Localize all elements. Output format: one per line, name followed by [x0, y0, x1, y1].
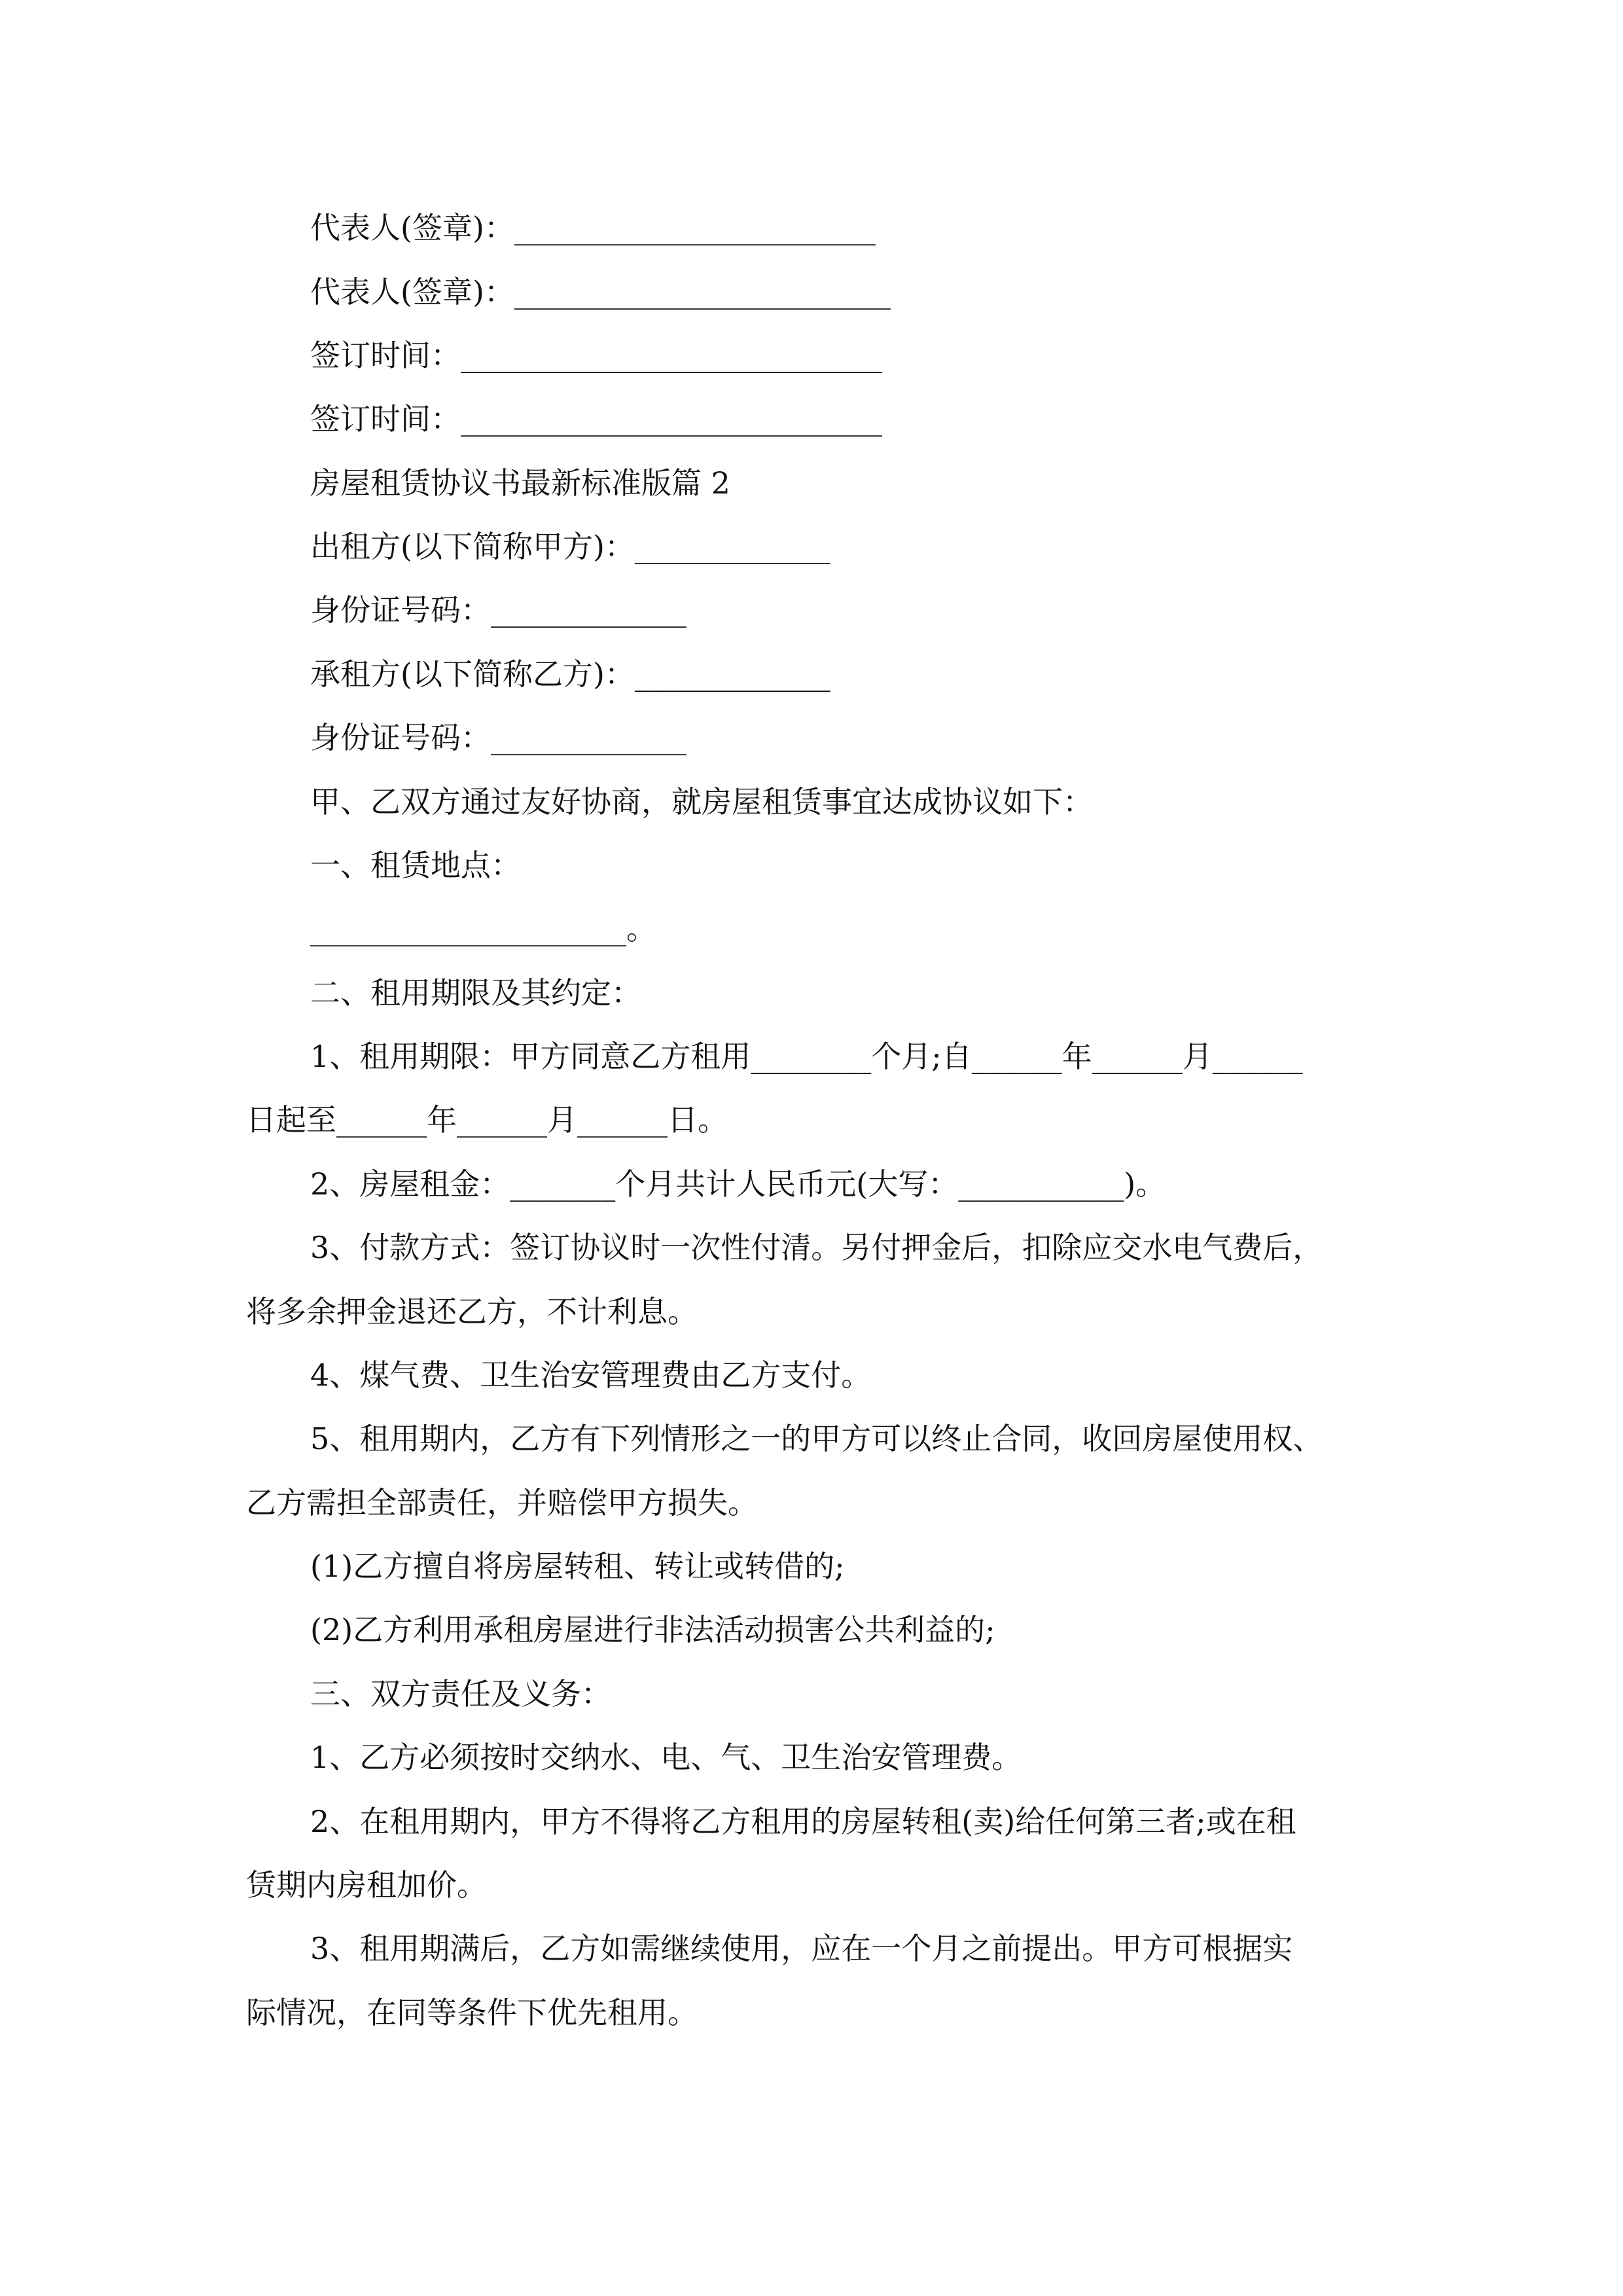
paragraph-line: 际情况，在同等条件下优先租用。: [246, 1995, 698, 2030]
paragraph-line: 赁期内房租加价。: [246, 1867, 487, 1903]
agreement-intro: 甲、乙双方通过友好协商，就房屋租赁事宜达成协议如下：: [310, 784, 1093, 819]
lessor-field: 出租方(以下简称甲方)：_____________: [310, 529, 830, 564]
paragraph-line: 2、房屋租金：_______个月共计人民币元(大写：___________)。: [310, 1166, 1166, 1202]
sign-date-line-2: 签订时间：____________________________: [310, 401, 882, 437]
clause-heading-1: 一、租赁地点：: [310, 848, 521, 883]
sign-date-line-1: 签订时间：____________________________: [310, 338, 882, 373]
paragraph-line: 1、乙方必须按时交纳水、电、气、卫生治安管理费。: [310, 1740, 1022, 1775]
location-blank: _____________________。: [310, 911, 656, 946]
signature-line-rep-2: 代表人(签章)：_________________________: [310, 274, 891, 310]
section-title: 房屋租赁协议书最新标准版篇 2: [310, 465, 730, 501]
signature-line-rep-1: 代表人(签章)：________________________: [310, 210, 876, 245]
paragraph-line: 日起至______年______月______日。: [246, 1102, 728, 1138]
paragraph-line: 5、租用期内，乙方有下列情形之一的甲方可以终止合同，收回房屋使用权、: [310, 1421, 1323, 1456]
lessee-field: 承租方(以下简称乙方)：_____________: [310, 656, 830, 692]
lessee-id-field: 身份证号码：_____________: [310, 720, 687, 755]
paragraph-line: 乙方需担全部责任，并赔偿甲方损失。: [246, 1485, 758, 1520]
paragraph-line: 4、煤气费、卫生治安管理费由乙方支付。: [310, 1357, 872, 1393]
paragraph-line: 2、在租用期内，甲方不得将乙方租用的房屋转租(卖)给任何第三者;或在租: [310, 1804, 1296, 1839]
paragraph-line: 将多余押金退还乙方，不计利息。: [246, 1294, 698, 1329]
paragraph-line: 3、租用期满后，乙方如需继续使用，应在一个月之前提出。甲方可根据实: [310, 1931, 1293, 1966]
clause-heading-3: 三、双方责任及义务：: [310, 1676, 611, 1712]
paragraph-line: 3、付款方式：签订协议时一次性付清。另付押金后，扣除应交水电气费后，: [310, 1230, 1323, 1265]
lessor-id-field: 身份证号码：_____________: [310, 592, 687, 628]
clause-heading-2: 二、租用期限及其约定：: [310, 975, 641, 1011]
paragraph-line: (1)乙方擅自将房屋转租、转让或转借的;: [310, 1549, 845, 1584]
paragraph-line: (2)乙方利用承租房屋进行非法活动损害公共利益的;: [310, 1612, 995, 1647]
paragraph-line: 1、租用期限：甲方同意乙方租用________个月;自______年______月______: [310, 1039, 1303, 1074]
